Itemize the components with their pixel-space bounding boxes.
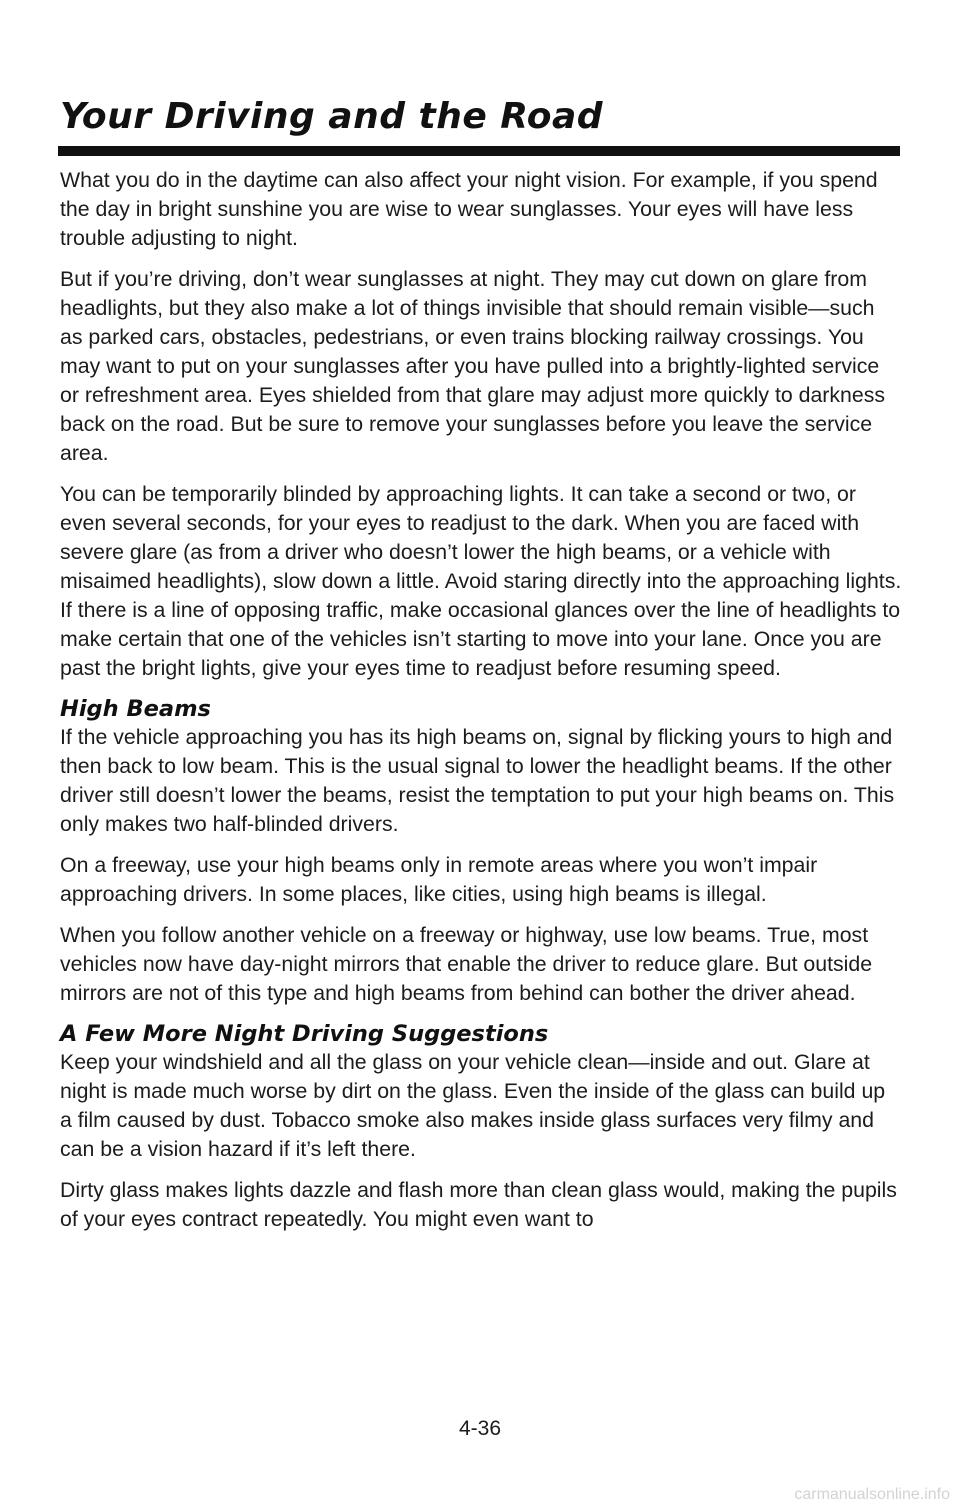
chapter-title: Your Driving and the Road	[60, 96, 604, 137]
paragraph-freeway-high-beams: On a freeway, use your high beams only in remote areas where you won’t impair approaching drivers. In some places, like cities, using high beams is illegal.	[60, 853, 818, 906]
body-text	[60, 166, 902, 1246]
paragraph-approaching-lights: You can be temporarily blinded by approaching lights. It can take a second or two, or even several seconds, for your eyes to readjust to the dark. When you are faced with severe glare (as from a driver who doesn’t lower the high beams, or a vehicle with misaimed headlights), slow down a little. Avoid staring directly into the approaching lights. If there is a line of opposing traffic, make occasional glances over the line of headlights to make certain that one of the vehicles isn’t starting to move into your lane. Once you are past the bright lights, give your eyes time to readjust before resuming speed.	[60, 482, 902, 680]
page-number: 4-36	[458, 1417, 502, 1440]
watermark: carmanualsonline.info	[794, 1486, 950, 1503]
section-heading-night-driving: A Few More Night Driving Suggestions	[60, 1021, 549, 1047]
section-heading-high-beams: High Beams	[60, 696, 211, 722]
paragraph-night-vision: What you do in the daytime can also affect your night vision. For example, if you spend the day in bright sunshine you are wise to wear sunglasses. Your eyes will have less trouble adjusting to night.	[60, 168, 878, 250]
paragraph-clean-glass: Keep your windshield and all the glass on your vehicle clean—inside and out. Glare at night is made much worse by dirt on the glass. Even the inside of the glass can build up a film caused by dust. Tobacco smoke also makes inside glass surfaces very filmy and can be a vision hazard if it’s left there.	[60, 1050, 886, 1161]
paragraph-signal-high-beams: If the vehicle approaching you has its high beams on, signal by flicking yours to high and then back to low beam. This is the usual signal to lower the headlight beams. If the other driver still doesn’t lower the beams, resist the temptation to put your high beams on. This only makes two half-blinded drivers.	[60, 725, 895, 836]
title-rule	[58, 146, 900, 156]
paragraph-follow-low-beams: When you follow another vehicle on a freeway or highway, use low beams. True, most vehicles now have day-night mirrors that enable the driver to reduce glare. But outside mirrors are not of this type and high beams from behind can bother the driver ahead.	[60, 923, 873, 1005]
paragraph-dirty-glass: Dirty glass makes lights dazzle and flash more than clean glass would, making the pupils of your eyes contract repeatedly. You might even want to	[60, 1178, 897, 1231]
paragraph-sunglasses: But if you’re driving, don’t wear sunglasses at night. They may cut down on glare from headlights, but they also make a lot of things invisible that should remain visible—such as parked cars, obstacles, pedestrians, or even trains blocking railway crossings. You may want to put on your sunglasses after you have pulled into a brightly-lighted service or refreshment area. Eyes shielded from that glare may adjust more quickly to darkness back on the road. But be sure to remove your sunglasses before you leave the service area.	[60, 267, 886, 465]
